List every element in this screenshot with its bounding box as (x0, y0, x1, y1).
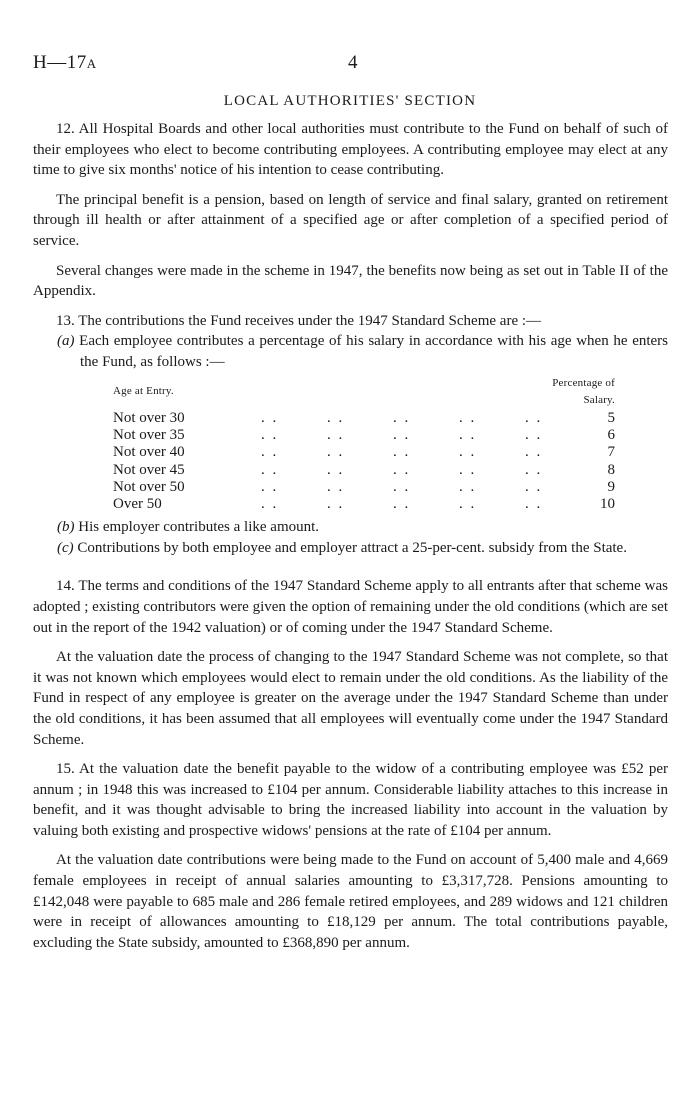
item-label: (c) (57, 539, 74, 556)
item-label: (b) (57, 519, 75, 536)
age-cell: Not over 45 (113, 461, 185, 478)
age-cell: Over 50 (113, 495, 162, 512)
column-header-percentage: Percentage of Salary. (552, 376, 615, 406)
dot-leader: . . (459, 427, 477, 444)
dot-leader: . . (327, 444, 345, 461)
dot-leader: . . (393, 427, 411, 444)
dot-leader: . . (327, 478, 345, 495)
age-cell: Not over 50 (113, 478, 185, 495)
dot-leader: . . (525, 427, 543, 444)
dot-leader: . . (525, 444, 543, 461)
page-header (33, 52, 668, 76)
reference-main: H—17 (33, 52, 87, 73)
contribution-rate-table (113, 375, 615, 514)
table-row (113, 496, 615, 513)
dot-leader: . . (459, 444, 477, 461)
paragraph-12-benefit: The principal benefit is a pension, based on length of service and final salary, granted on retirement through ill health or after attainment of a specified age or after completion of a specified period of service. (33, 191, 668, 249)
item-text: Each employee contributes a percentage of his salary in accordance with his age when he enters the Fund, as follows :— (79, 333, 669, 370)
reference-suffix: A (86, 56, 97, 71)
column-header-age: Age at Entry. (113, 385, 174, 398)
percentage-cell: 7 (607, 444, 615, 461)
paragraph-12: 12. All Hospital Boards and other local authorities must contribute to the Fund on behalf of such of their employees who elect to become contributing employees. A contributing employee may elect at any time to give six months' notice of his intention to cease contributing. (33, 121, 668, 179)
paragraph-14-assumption: At the valuation date the process of changing to the 1947 Standard Scheme was not complete, so that it was not known which employees would elect to remain under the old conditions. As the liability of the Fund in respect of any employee is greater on the average under the 1947 Standard Scheme than under the old conditions, it has been assumed that all employees will eventually come under the 1947 Standard Scheme. (33, 649, 668, 748)
percentage-cell: 5 (607, 409, 615, 426)
table-header-row (113, 375, 615, 410)
dot-leader: . . (327, 409, 345, 426)
dot-leader: . . (393, 409, 411, 426)
dot-leader: . . (393, 461, 411, 478)
paragraph-13: 13. The contributions the Fund receives under the 1947 Standard Scheme are :— (56, 312, 542, 329)
dot-leader: . . (525, 409, 543, 426)
paragraph-15-statistics: At the valuation date contributions were being made to the Fund on account of 5,400 male and 4,669 female employees in receipt of annual salaries amounting to £3,317,728. Pensions amounting to £142,048 were payable to 685 male and 286 female retired employees, and 289 widows and 121 children were in receipt of allowances amounting to £18,129 per annum. The total contributions payable, excluding the State subsidy, amounted to £368,890 per annum. (33, 852, 668, 951)
dot-leader: . . (261, 461, 279, 478)
document-body (33, 119, 668, 953)
paragraph-15: 15. At the valuation date the benefit payable to the widow of a contributing employee was £52 per annum ; in 1948 this was increased to £104 per annum. Considerable liability attaches to this increase in benefit, and it was thought advisable to bring the increased liability into account in the valuation by valuing both existing and prospective widows' pensions at the rate of £104 per annum. (33, 761, 668, 839)
age-cell: Not over 40 (113, 444, 185, 461)
dot-leader: . . (525, 495, 543, 512)
page-number: 4 (348, 52, 358, 73)
dot-leader: . . (261, 478, 279, 495)
percentage-cell: 10 (600, 495, 615, 512)
dot-leader: . . (261, 409, 279, 426)
table-row (113, 444, 615, 461)
document-reference (33, 52, 97, 74)
item-13c (33, 538, 668, 559)
table-row (113, 479, 615, 496)
item-13b (33, 517, 668, 538)
table-row (113, 427, 615, 444)
item-13a (33, 331, 668, 372)
paragraph-12-changes: Several changes were made in the scheme in 1947, the benefits now being as set out in Table II of the Appendix. (33, 262, 668, 300)
dot-leader: . . (459, 478, 477, 495)
dot-leader: . . (261, 427, 279, 444)
dot-leader: . . (459, 461, 477, 478)
item-text: Contributions by both employee and employer attract a 25-per-cent. subsidy from the State. (77, 539, 627, 556)
dot-leader: . . (393, 495, 411, 512)
section-title: LOCAL AUTHORITIES' SECTION (223, 93, 477, 109)
dot-leader: . . (261, 495, 279, 512)
dot-leader: . . (525, 478, 543, 495)
percentage-cell: 8 (607, 461, 615, 478)
dot-leader: . . (393, 444, 411, 461)
table-row (113, 410, 615, 427)
dot-leader: . . (525, 461, 543, 478)
age-cell: Not over 30 (113, 409, 185, 426)
dot-leader: . . (261, 444, 279, 461)
percentage-cell: 6 (607, 427, 615, 444)
item-label: (a) (57, 333, 75, 350)
dot-leader: . . (327, 461, 345, 478)
dot-leader: . . (459, 495, 477, 512)
age-cell: Not over 35 (113, 427, 185, 444)
dot-leader: . . (393, 478, 411, 495)
paragraph-14: 14. The terms and conditions of the 1947 Standard Scheme apply to all entrants after that scheme was adopted ; existing contributors were given the option of remaining under the old conditions (which are set out in the report of the 1942 valuation) or of coming under the 1947 Standard Scheme. (33, 578, 668, 636)
item-text: His employer contributes a like amount. (78, 519, 320, 536)
percentage-cell: 9 (607, 478, 615, 495)
dot-leader: . . (327, 495, 345, 512)
table-row (113, 462, 615, 479)
dot-leader: . . (459, 409, 477, 426)
dot-leader: . . (327, 427, 345, 444)
